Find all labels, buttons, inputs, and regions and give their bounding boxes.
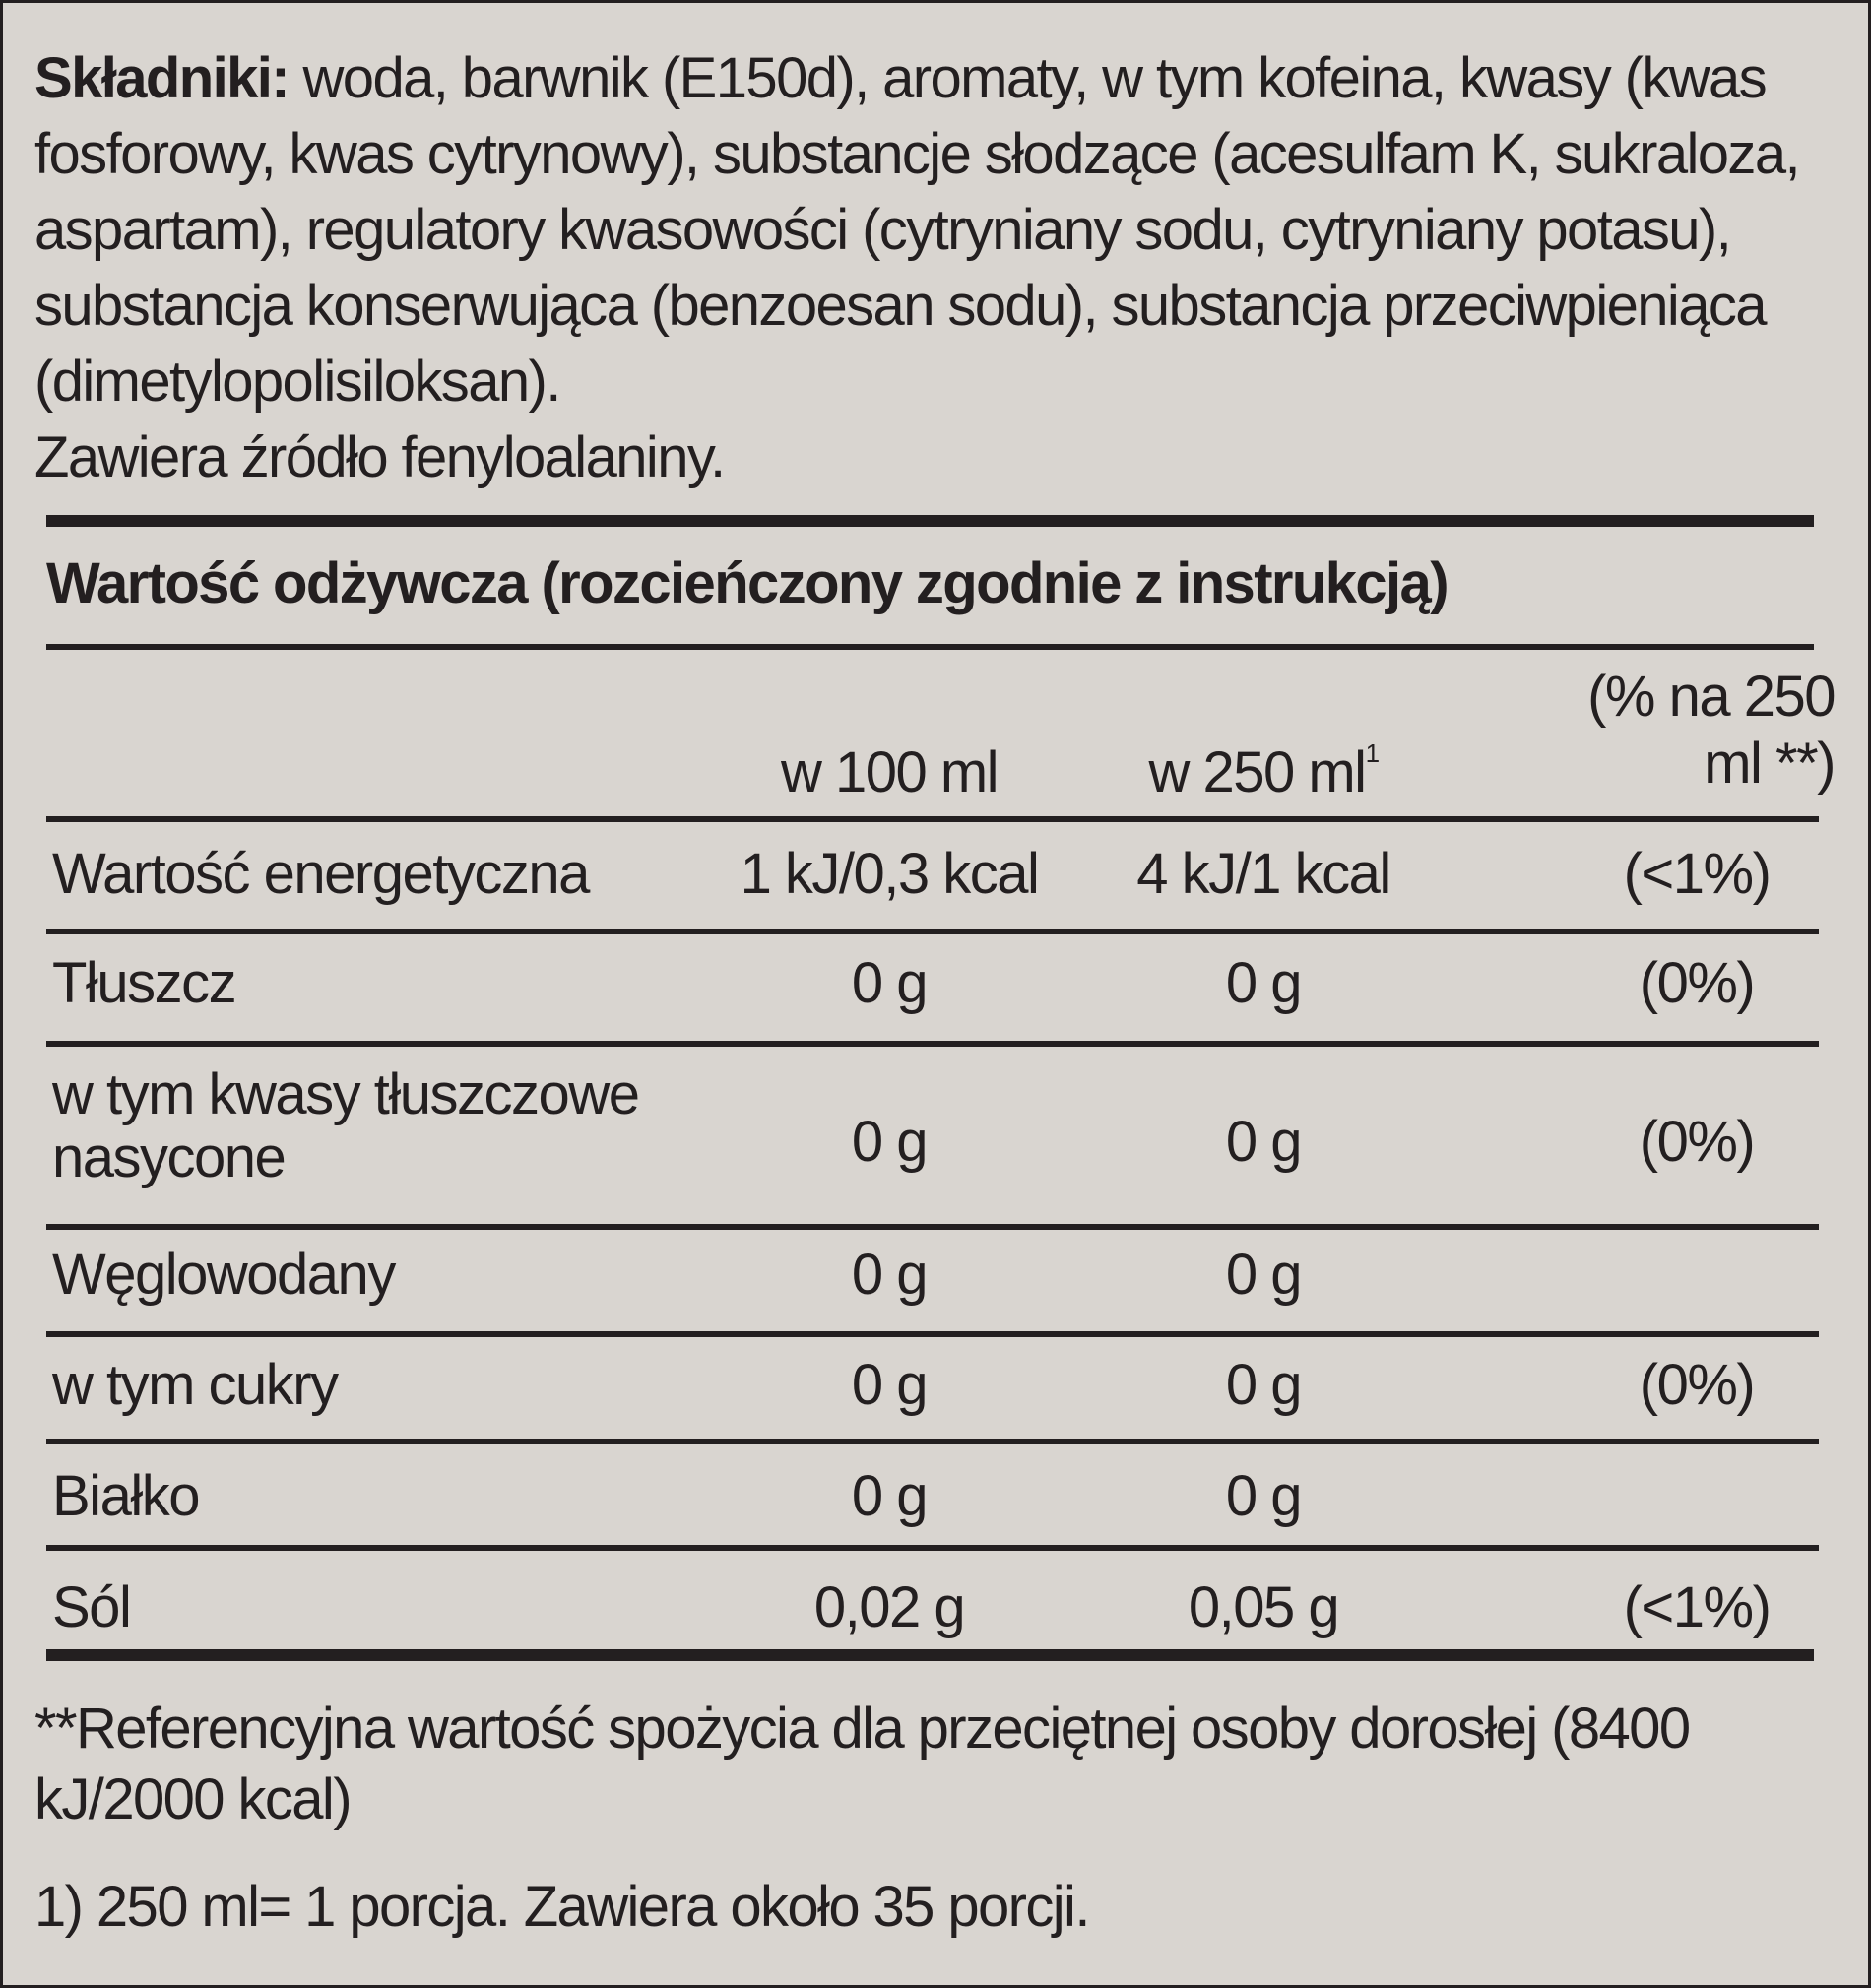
row-name: w tym cukry: [52, 1353, 338, 1417]
row-per250: 0,05 g: [1188, 1575, 1339, 1639]
divider: [46, 515, 1814, 527]
row-pct: (0%): [1639, 1110, 1755, 1174]
row-per100: 0 g: [851, 1353, 928, 1417]
row-name: Wartość energetyczna: [52, 842, 589, 906]
divider: [46, 816, 1819, 822]
header-per250-label: w 250 ml: [1148, 740, 1366, 804]
row-per250: 0 g: [1225, 1243, 1302, 1307]
header-pct: (% na 250 ml **): [1587, 665, 1835, 796]
row-per250: 4 kJ/1 kcal: [1136, 842, 1390, 906]
divider: [46, 1439, 1819, 1444]
header-per250-sup: 1: [1365, 738, 1379, 768]
divider: [46, 644, 1814, 650]
ingredients-heading: Składniki:: [34, 46, 289, 110]
row-name: Sól: [52, 1575, 131, 1639]
row-per100: 0,02 g: [813, 1575, 965, 1639]
ingredients-note: Zawiera źródło fenyloalaniny.: [34, 425, 725, 489]
ingredients-block: [34, 40, 1846, 495]
divider: [46, 1041, 1819, 1047]
header-per250: [1076, 739, 1451, 806]
row-per100: 0 g: [851, 1464, 928, 1528]
row-pct: (<1%): [1623, 1575, 1771, 1639]
divider: [46, 1545, 1819, 1551]
row-per100: 1 kJ/0,3 kcal: [740, 842, 1039, 906]
nutrition-title: Wartość odżywcza (rozcieńczony zgodnie z instrukcją): [46, 551, 1448, 615]
row-per250: 0 g: [1225, 1353, 1302, 1417]
reference-footnote: **Referencyjna wartość spożycia dla przeciętnej osoby dorosłej (8400 kJ/2000 kcal): [34, 1697, 1690, 1831]
divider: [46, 1224, 1819, 1230]
row-per100: 0 g: [851, 1243, 928, 1307]
row-name: w tym kwasy tłuszczowe nasycone: [52, 1062, 639, 1189]
row-name: Tłuszcz: [52, 951, 236, 1015]
ingredients-text: woda, barwnik (E150d), aromaty, w tym kofeina, kwasy (kwas fosforowy, kwas cytrynowy), substancje słodzące (acesulfam K, sukraloza, aspartam), regulatory kwasowości (cytryniany sodu, cytryniany potasu), substancja konserwująca (benzoesan sodu), substancja przeciwpieniąca (dimetylopolisiloksan).: [34, 46, 1800, 414]
row-per250: 0 g: [1225, 1464, 1302, 1528]
row-per250: 0 g: [1225, 951, 1302, 1015]
divider: [46, 929, 1819, 934]
row-per100: 0 g: [851, 951, 928, 1015]
row-name: Białko: [52, 1464, 199, 1528]
row-pct: (0%): [1639, 1353, 1755, 1417]
divider: [46, 1331, 1819, 1337]
row-name: Węglowodany: [52, 1243, 395, 1307]
row-per100: 0 g: [851, 1110, 928, 1174]
portion-footnote: 1) 250 ml= 1 porcja. Zawiera około 35 porcji.: [34, 1875, 1089, 1939]
row-pct: (<1%): [1623, 842, 1771, 906]
divider: [46, 1649, 1814, 1661]
header-per100: w 100 ml: [780, 740, 999, 804]
row-pct: (0%): [1639, 951, 1755, 1015]
row-per250: 0 g: [1225, 1110, 1302, 1174]
